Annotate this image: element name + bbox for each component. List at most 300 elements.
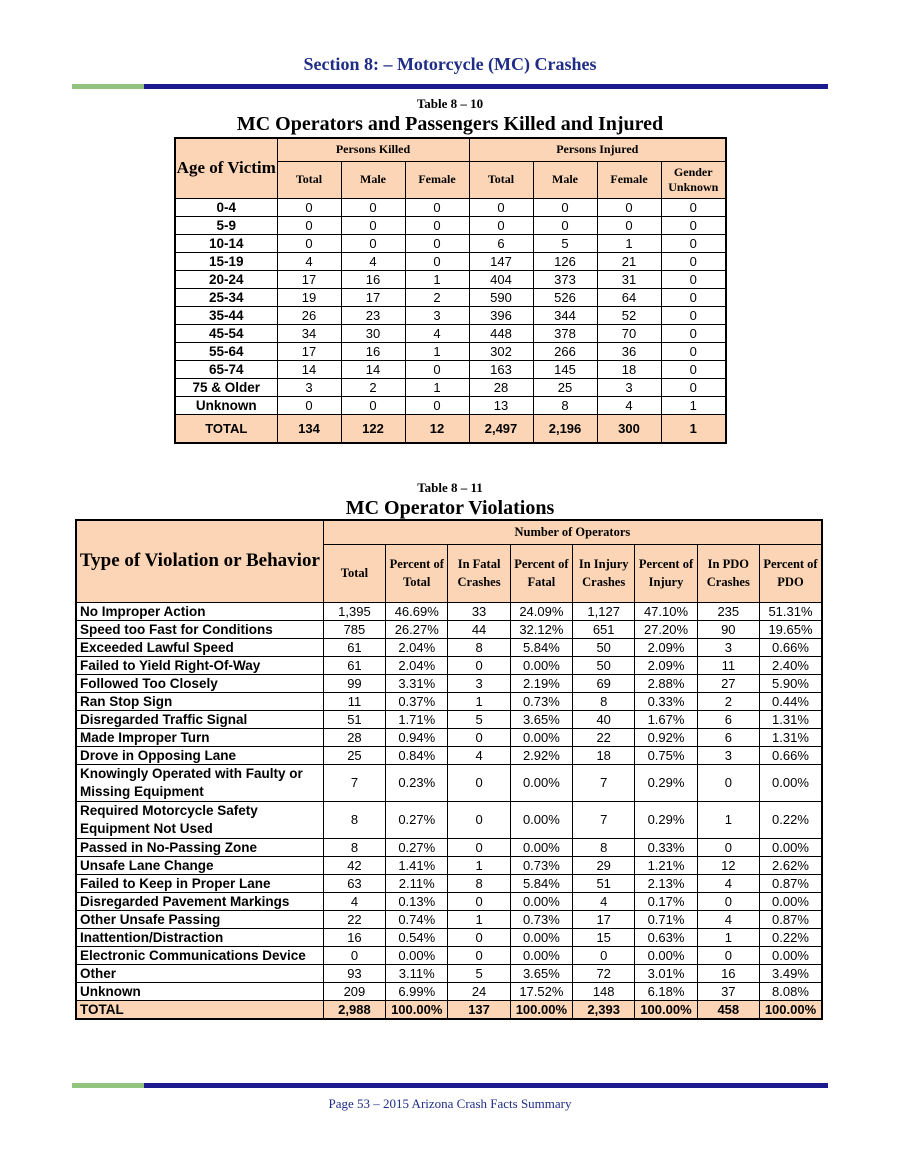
section-title: Section 8: – Motorcycle (MC) Crashes <box>303 54 597 74</box>
violation-label: Ran Stop Sign <box>76 692 323 710</box>
total-value: 100.00% <box>635 1000 697 1019</box>
column-header: Total <box>277 161 341 198</box>
value-cell: 0.54% <box>386 928 448 946</box>
value-cell: 8 <box>323 838 385 856</box>
value-cell: 0 <box>597 198 661 216</box>
value-cell: 0.00% <box>510 801 572 838</box>
violation-label: Electronic Communications Device <box>76 946 323 964</box>
value-cell: 0 <box>341 198 405 216</box>
total-value: 2,497 <box>469 414 533 443</box>
value-cell: 1 <box>405 342 469 360</box>
value-cell: 2 <box>405 288 469 306</box>
value-cell: 1.41% <box>386 856 448 874</box>
total-label: TOTAL <box>175 414 277 443</box>
violation-label: Other <box>76 964 323 982</box>
value-cell: 163 <box>469 360 533 378</box>
value-cell: 1.21% <box>635 856 697 874</box>
value-cell: 8 <box>573 838 635 856</box>
total-label: TOTAL <box>76 1000 323 1019</box>
value-cell: 0.73% <box>510 910 572 928</box>
value-cell: 3 <box>277 378 341 396</box>
value-cell: 16 <box>323 928 385 946</box>
total-value: 2,393 <box>573 1000 635 1019</box>
value-cell: 1 <box>448 692 510 710</box>
column-header: Male <box>533 161 597 198</box>
table-row <box>175 360 726 378</box>
violation-label: Other Unsafe Passing <box>76 910 323 928</box>
value-cell: 15 <box>573 928 635 946</box>
table-row <box>76 656 822 674</box>
persons-injured-header: Persons Injured <box>469 138 726 161</box>
number-of-operators-header: Number of Operators <box>323 520 822 544</box>
value-cell: 5.84% <box>510 874 572 892</box>
value-cell: 0.74% <box>386 910 448 928</box>
value-cell: 651 <box>573 620 635 638</box>
column-header: Total <box>469 161 533 198</box>
value-cell: 2.04% <box>386 656 448 674</box>
value-cell: 0 <box>661 306 726 324</box>
value-cell: 6 <box>697 710 759 728</box>
value-cell: 0 <box>448 928 510 946</box>
value-cell: 4 <box>573 892 635 910</box>
value-cell: 64 <box>597 288 661 306</box>
value-cell: 1,395 <box>323 602 385 620</box>
violation-label: Followed Too Closely <box>76 674 323 692</box>
value-cell: 47.10% <box>635 602 697 620</box>
table-row <box>76 874 822 892</box>
table-row <box>175 198 726 216</box>
value-cell: 235 <box>697 602 759 620</box>
value-cell: 0 <box>661 234 726 252</box>
value-cell: 4 <box>597 396 661 414</box>
value-cell: 17 <box>341 288 405 306</box>
table-row <box>76 638 822 656</box>
table-row <box>175 378 726 396</box>
value-cell: 0.00% <box>635 946 697 964</box>
table-row <box>76 982 822 1000</box>
age-of-victim-header: Age of Victim <box>175 138 277 198</box>
table-row <box>76 692 822 710</box>
value-cell: 2.19% <box>510 674 572 692</box>
column-header: Percent of Fatal <box>510 544 572 602</box>
value-cell: 0 <box>323 946 385 964</box>
value-cell: 52 <box>597 306 661 324</box>
value-cell: 396 <box>469 306 533 324</box>
value-cell: 0.00% <box>510 728 572 746</box>
violation-label: Passed in No-Passing Zone <box>76 838 323 856</box>
value-cell: 3 <box>448 674 510 692</box>
value-cell: 0.71% <box>635 910 697 928</box>
age-group-cell: Unknown <box>175 396 277 414</box>
value-cell: 42 <box>323 856 385 874</box>
value-cell: 0 <box>405 234 469 252</box>
value-cell: 0.66% <box>759 746 822 764</box>
value-cell: 17 <box>573 910 635 928</box>
value-cell: 17 <box>277 270 341 288</box>
table-row <box>175 288 726 306</box>
value-cell: 32.12% <box>510 620 572 638</box>
value-cell: 0 <box>448 801 510 838</box>
value-cell: 50 <box>573 638 635 656</box>
value-cell: 785 <box>323 620 385 638</box>
value-cell: 0.75% <box>635 746 697 764</box>
column-header: Percent of PDO <box>759 544 822 602</box>
age-group-cell: 15-19 <box>175 252 277 270</box>
value-cell: 69 <box>573 674 635 692</box>
value-cell: 14 <box>341 360 405 378</box>
value-cell: 0 <box>448 892 510 910</box>
value-cell: 29 <box>573 856 635 874</box>
value-cell: 3.65% <box>510 710 572 728</box>
value-cell: 6.18% <box>635 982 697 1000</box>
value-cell: 40 <box>573 710 635 728</box>
value-cell: 16 <box>697 964 759 982</box>
violation-label: Disregarded Traffic Signal <box>76 710 323 728</box>
value-cell: 0.84% <box>386 746 448 764</box>
value-cell: 19.65% <box>759 620 822 638</box>
value-cell: 26 <box>277 306 341 324</box>
value-cell: 0.00% <box>510 656 572 674</box>
value-cell: 0.92% <box>635 728 697 746</box>
value-cell: 448 <box>469 324 533 342</box>
value-cell: 22 <box>323 910 385 928</box>
value-cell: 8 <box>573 692 635 710</box>
table-row <box>76 728 822 746</box>
value-cell: 13 <box>469 396 533 414</box>
value-cell: 1.31% <box>759 728 822 746</box>
value-cell: 61 <box>323 656 385 674</box>
value-cell: 0 <box>341 396 405 414</box>
table-row <box>76 964 822 982</box>
value-cell: 126 <box>533 252 597 270</box>
violations-table <box>75 519 823 1020</box>
value-cell: 0.22% <box>759 928 822 946</box>
violation-label: Failed to Keep in Proper Lane <box>76 874 323 892</box>
value-cell: 30 <box>341 324 405 342</box>
table-row <box>76 710 822 728</box>
value-cell: 0.29% <box>635 764 697 801</box>
value-cell: 2.92% <box>510 746 572 764</box>
value-cell: 1 <box>448 910 510 928</box>
value-cell: 0 <box>697 892 759 910</box>
value-cell: 1 <box>697 801 759 838</box>
value-cell: 0 <box>405 252 469 270</box>
table-row <box>76 946 822 964</box>
value-cell: 0 <box>448 656 510 674</box>
killed-injured-table <box>174 137 727 444</box>
value-cell: 0 <box>405 396 469 414</box>
value-cell: 145 <box>533 360 597 378</box>
value-cell: 0.23% <box>386 764 448 801</box>
value-cell: 4 <box>448 746 510 764</box>
value-cell: 33 <box>448 602 510 620</box>
violation-label: Required Motorcycle Safety Equipment Not Used <box>76 801 323 838</box>
value-cell: 7 <box>573 764 635 801</box>
value-cell: 51.31% <box>759 602 822 620</box>
table-row <box>76 801 822 838</box>
total-value: 122 <box>341 414 405 443</box>
value-cell: 63 <box>323 874 385 892</box>
value-cell: 4 <box>697 910 759 928</box>
value-cell: 0.66% <box>759 638 822 656</box>
persons-killed-header: Persons Killed <box>277 138 469 161</box>
value-cell: 0.63% <box>635 928 697 946</box>
value-cell: 0.29% <box>635 801 697 838</box>
value-cell: 0.17% <box>635 892 697 910</box>
value-cell: 0 <box>661 324 726 342</box>
value-cell: 2.40% <box>759 656 822 674</box>
value-cell: 24 <box>448 982 510 1000</box>
violation-label: Exceeded Lawful Speed <box>76 638 323 656</box>
value-cell: 8 <box>448 638 510 656</box>
column-header: Female <box>405 161 469 198</box>
value-cell: 266 <box>533 342 597 360</box>
violation-label: Unsafe Lane Change <box>76 856 323 874</box>
total-value: 100.00% <box>386 1000 448 1019</box>
total-value: 458 <box>697 1000 759 1019</box>
table-row <box>76 764 822 801</box>
value-cell: 1 <box>405 378 469 396</box>
violation-label: Drove in Opposing Lane <box>76 746 323 764</box>
value-cell: 1 <box>697 928 759 946</box>
value-cell: 0 <box>448 946 510 964</box>
violation-label: Knowingly Operated with Faulty or Missing Equipment <box>76 764 323 801</box>
total-row <box>175 414 726 443</box>
value-cell: 3.31% <box>386 674 448 692</box>
value-cell: 70 <box>597 324 661 342</box>
value-cell: 11 <box>323 692 385 710</box>
value-cell: 0.87% <box>759 874 822 892</box>
page-footer: Page 53 – 2015 Arizona Crash Facts Summary <box>328 1096 572 1111</box>
value-cell: 1,127 <box>573 602 635 620</box>
value-cell: 28 <box>323 728 385 746</box>
value-cell: 93 <box>323 964 385 982</box>
header-rule <box>72 84 828 89</box>
value-cell: 8.08% <box>759 982 822 1000</box>
value-cell: 4 <box>277 252 341 270</box>
value-cell: 0 <box>661 360 726 378</box>
value-cell: 5 <box>448 964 510 982</box>
value-cell: 3.65% <box>510 964 572 982</box>
violation-label: No Improper Action <box>76 602 323 620</box>
value-cell: 0 <box>405 360 469 378</box>
value-cell: 0 <box>533 198 597 216</box>
age-group-cell: 0-4 <box>175 198 277 216</box>
violation-label: Speed too Fast for Conditions <box>76 620 323 638</box>
value-cell: 0.00% <box>510 928 572 946</box>
value-cell: 0 <box>597 216 661 234</box>
value-cell: 3 <box>405 306 469 324</box>
violation-label: Inattention/Distraction <box>76 928 323 946</box>
value-cell: 8 <box>533 396 597 414</box>
table-row <box>76 856 822 874</box>
value-cell: 17 <box>277 342 341 360</box>
value-cell: 46.69% <box>386 602 448 620</box>
value-cell: 2.13% <box>635 874 697 892</box>
value-cell: 2 <box>341 378 405 396</box>
value-cell: 2.11% <box>386 874 448 892</box>
value-cell: 99 <box>323 674 385 692</box>
value-cell: 148 <box>573 982 635 1000</box>
value-cell: 28 <box>469 378 533 396</box>
column-header: In PDO Crashes <box>697 544 759 602</box>
value-cell: 4 <box>323 892 385 910</box>
value-cell: 0.00% <box>510 946 572 964</box>
value-cell: 4 <box>405 324 469 342</box>
value-cell: 2.62% <box>759 856 822 874</box>
value-cell: 44 <box>448 620 510 638</box>
value-cell: 0 <box>448 838 510 856</box>
value-cell: 3 <box>697 638 759 656</box>
table-row <box>76 910 822 928</box>
total-value: 300 <box>597 414 661 443</box>
table-row <box>175 234 726 252</box>
age-group-cell: 25-34 <box>175 288 277 306</box>
value-cell: 8 <box>448 874 510 892</box>
value-cell: 0.00% <box>759 838 822 856</box>
value-cell: 0 <box>697 764 759 801</box>
value-cell: 0.27% <box>386 838 448 856</box>
total-value: 2,196 <box>533 414 597 443</box>
value-cell: 0.73% <box>510 856 572 874</box>
value-cell: 0 <box>533 216 597 234</box>
table-row <box>175 324 726 342</box>
value-cell: 90 <box>697 620 759 638</box>
value-cell: 1 <box>448 856 510 874</box>
total-value: 2,988 <box>323 1000 385 1019</box>
value-cell: 0 <box>661 198 726 216</box>
total-value: 137 <box>448 1000 510 1019</box>
table-8-11-number: Table 8 – 11 <box>417 480 483 495</box>
value-cell: 0 <box>573 946 635 964</box>
value-cell: 0 <box>405 198 469 216</box>
value-cell: 0 <box>661 252 726 270</box>
total-value: 100.00% <box>510 1000 572 1019</box>
value-cell: 2.88% <box>635 674 697 692</box>
value-cell: 0 <box>341 216 405 234</box>
value-cell: 7 <box>573 801 635 838</box>
value-cell: 3.49% <box>759 964 822 982</box>
age-group-cell: 35-44 <box>175 306 277 324</box>
column-header: In Injury Crashes <box>573 544 635 602</box>
value-cell: 0 <box>661 216 726 234</box>
value-cell: 0 <box>448 764 510 801</box>
table-row <box>76 620 822 638</box>
violation-type-header: Type of Violation or Behavior <box>76 520 323 602</box>
value-cell: 51 <box>323 710 385 728</box>
value-cell: 1.31% <box>759 710 822 728</box>
column-header: Gender Unknown <box>661 161 726 198</box>
table-row <box>175 216 726 234</box>
value-cell: 34 <box>277 324 341 342</box>
value-cell: 11 <box>697 656 759 674</box>
value-cell: 373 <box>533 270 597 288</box>
value-cell: 2.09% <box>635 638 697 656</box>
value-cell: 0.44% <box>759 692 822 710</box>
age-group-cell: 65-74 <box>175 360 277 378</box>
value-cell: 1.71% <box>386 710 448 728</box>
value-cell: 18 <box>597 360 661 378</box>
column-header: Male <box>341 161 405 198</box>
value-cell: 0.00% <box>510 764 572 801</box>
value-cell: 0 <box>661 288 726 306</box>
column-header: In Fatal Crashes <box>448 544 510 602</box>
table-8-10-number: Table 8 – 10 <box>416 96 484 111</box>
violation-label: Unknown <box>76 982 323 1000</box>
value-cell: 0.33% <box>635 692 697 710</box>
value-cell: 0.87% <box>759 910 822 928</box>
value-cell: 14 <box>277 360 341 378</box>
value-cell: 209 <box>323 982 385 1000</box>
value-cell: 0.22% <box>759 801 822 838</box>
value-cell: 0.00% <box>759 946 822 964</box>
column-header: Total <box>323 544 385 602</box>
table-row <box>76 602 822 620</box>
value-cell: 0 <box>405 216 469 234</box>
value-cell: 31 <box>597 270 661 288</box>
value-cell: 25 <box>533 378 597 396</box>
value-cell: 0.73% <box>510 692 572 710</box>
value-cell: 0 <box>661 378 726 396</box>
value-cell: 19 <box>277 288 341 306</box>
violation-label: Made Improper Turn <box>76 728 323 746</box>
value-cell: 36 <box>597 342 661 360</box>
violation-label: Failed to Yield Right-Of-Way <box>76 656 323 674</box>
value-cell: 6 <box>697 728 759 746</box>
value-cell: 12 <box>697 856 759 874</box>
value-cell: 0 <box>697 838 759 856</box>
value-cell: 1 <box>405 270 469 288</box>
total-value: 134 <box>277 414 341 443</box>
table-row <box>175 306 726 324</box>
table-row <box>175 342 726 360</box>
table-row <box>175 252 726 270</box>
violation-label: Disregarded Pavement Markings <box>76 892 323 910</box>
value-cell: 18 <box>573 746 635 764</box>
value-cell: 5 <box>533 234 597 252</box>
value-cell: 7 <box>323 764 385 801</box>
value-cell: 0.00% <box>759 892 822 910</box>
value-cell: 0 <box>469 216 533 234</box>
value-cell: 50 <box>573 656 635 674</box>
value-cell: 0 <box>277 198 341 216</box>
footer-rule <box>72 1083 828 1088</box>
value-cell: 5.84% <box>510 638 572 656</box>
value-cell: 61 <box>323 638 385 656</box>
value-cell: 344 <box>533 306 597 324</box>
value-cell: 147 <box>469 252 533 270</box>
value-cell: 0.00% <box>510 892 572 910</box>
age-group-cell: 5-9 <box>175 216 277 234</box>
value-cell: 2.09% <box>635 656 697 674</box>
age-group-cell: 75 & Older <box>175 378 277 396</box>
value-cell: 0 <box>277 216 341 234</box>
value-cell: 0 <box>277 234 341 252</box>
value-cell: 16 <box>341 270 405 288</box>
value-cell: 37 <box>697 982 759 1000</box>
age-group-cell: 45-54 <box>175 324 277 342</box>
table-row <box>76 928 822 946</box>
total-row <box>76 1000 822 1019</box>
value-cell: 6.99% <box>386 982 448 1000</box>
age-group-cell: 20-24 <box>175 270 277 288</box>
value-cell: 0 <box>469 198 533 216</box>
value-cell: 302 <box>469 342 533 360</box>
age-group-cell: 55-64 <box>175 342 277 360</box>
value-cell: 24.09% <box>510 602 572 620</box>
value-cell: 25 <box>323 746 385 764</box>
value-cell: 2.04% <box>386 638 448 656</box>
